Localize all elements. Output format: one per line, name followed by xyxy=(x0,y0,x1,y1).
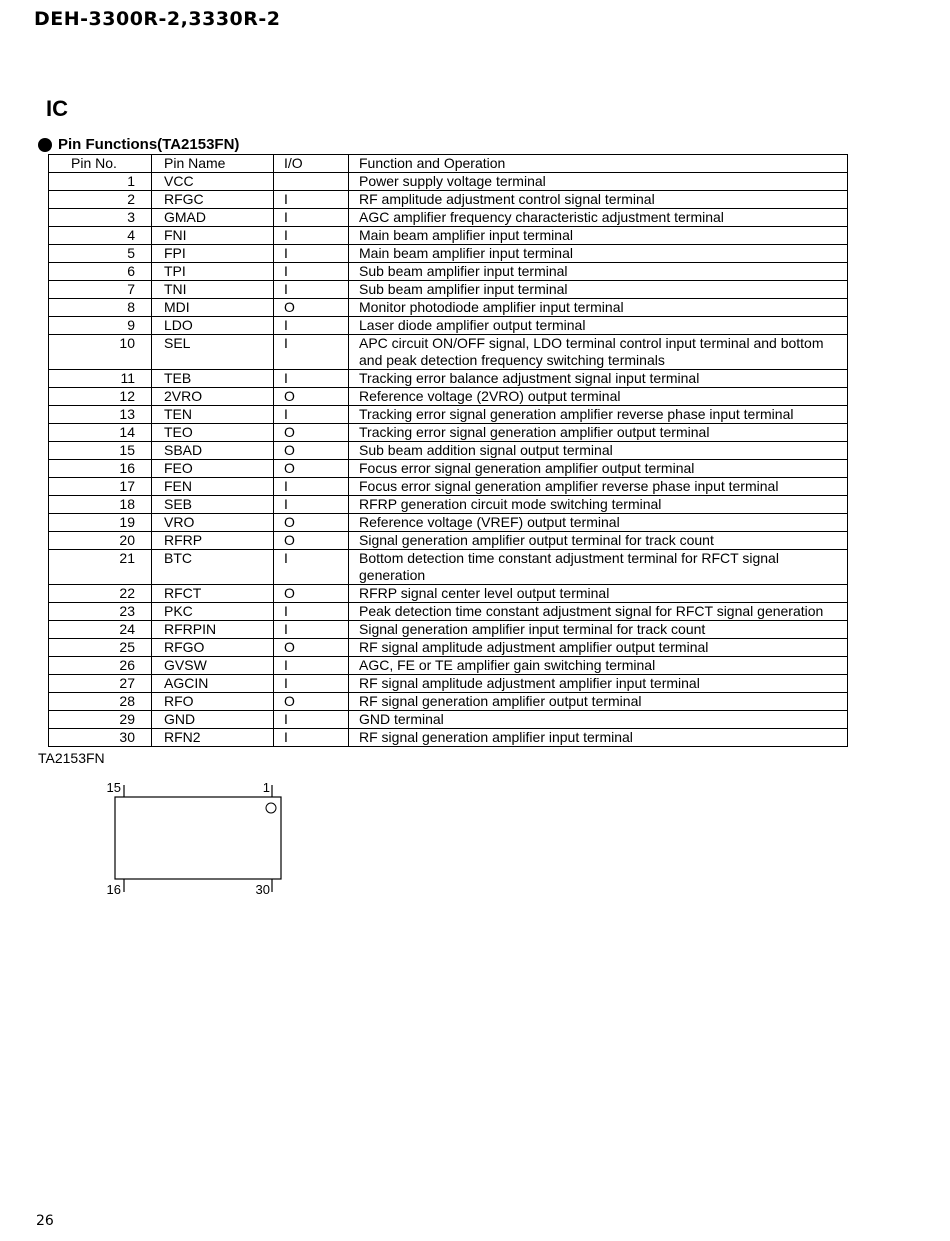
model-number: DEH-3300R-2,3330R-2 xyxy=(34,8,281,30)
io-cell: I xyxy=(274,209,349,227)
function-cell: APC circuit ON/OFF signal, LDO terminal control input terminal and bottom and peak detection frequency switching terminals xyxy=(349,335,848,370)
table-row xyxy=(49,370,848,388)
function-cell: RF signal generation amplifier output terminal xyxy=(349,693,848,711)
table-row xyxy=(49,729,848,747)
pin-number-cell: 20 xyxy=(49,532,152,550)
io-cell: I xyxy=(274,317,349,335)
table-row xyxy=(49,191,848,209)
table-row xyxy=(49,514,848,532)
function-cell: Reference voltage (2VRO) output terminal xyxy=(349,388,848,406)
table-row xyxy=(49,603,848,621)
header-pin-name: Pin Name xyxy=(152,155,274,173)
pin-name-cell: TNI xyxy=(152,281,274,299)
table-row xyxy=(49,335,848,370)
table-row xyxy=(49,173,848,191)
pin-name-cell: RFGC xyxy=(152,191,274,209)
function-cell: Laser diode amplifier output terminal xyxy=(349,317,848,335)
pin-name-cell: GVSW xyxy=(152,657,274,675)
table-row xyxy=(49,317,848,335)
table-row xyxy=(49,281,848,299)
pin-name-cell: MDI xyxy=(152,299,274,317)
function-cell: RF amplitude adjustment control signal terminal xyxy=(349,191,848,209)
pin-16-label: 16 xyxy=(106,882,121,897)
function-cell: Monitor photodiode amplifier input terminal xyxy=(349,299,848,317)
pin-name-cell: GMAD xyxy=(152,209,274,227)
pin-name-cell: LDO xyxy=(152,317,274,335)
pin-number-cell: 16 xyxy=(49,460,152,478)
io-cell: I xyxy=(274,478,349,496)
pin-number-cell: 21 xyxy=(49,550,152,585)
pin-name-cell: FEN xyxy=(152,478,274,496)
io-cell: I xyxy=(274,711,349,729)
io-cell: I xyxy=(274,603,349,621)
pin-name-cell: GND xyxy=(152,711,274,729)
function-cell: RF signal generation amplifier input terminal xyxy=(349,729,848,747)
io-cell: I xyxy=(274,245,349,263)
table-row xyxy=(49,585,848,603)
function-cell: Bottom detection time constant adjustment terminal for RFCT signal generation xyxy=(349,550,848,585)
pin-name-cell: PKC xyxy=(152,603,274,621)
pin-name-cell: TEO xyxy=(152,424,274,442)
io-cell: O xyxy=(274,639,349,657)
pin-number-cell: 9 xyxy=(49,317,152,335)
pin-name-cell: RFN2 xyxy=(152,729,274,747)
pin-number-cell: 28 xyxy=(49,693,152,711)
pin-number-cell: 13 xyxy=(49,406,152,424)
io-cell: I xyxy=(274,675,349,693)
pin-number-cell: 25 xyxy=(49,639,152,657)
pin-number-cell: 23 xyxy=(49,603,152,621)
pin-number-cell: 12 xyxy=(49,388,152,406)
table-row xyxy=(49,621,848,639)
pin-number-cell: 4 xyxy=(49,227,152,245)
function-cell: RF signal amplitude adjustment amplifier output terminal xyxy=(349,639,848,657)
io-cell: O xyxy=(274,585,349,603)
pin-functions-heading xyxy=(38,136,239,153)
function-cell: Signal generation amplifier output terminal for track count xyxy=(349,532,848,550)
pin-number-cell: 5 xyxy=(49,245,152,263)
pin-number-cell: 8 xyxy=(49,299,152,317)
pin-number-cell: 22 xyxy=(49,585,152,603)
pin-number-cell: 3 xyxy=(49,209,152,227)
function-cell: GND terminal xyxy=(349,711,848,729)
table-row xyxy=(49,245,848,263)
pin-30-label: 30 xyxy=(255,882,270,897)
function-cell: Sub beam addition signal output terminal xyxy=(349,442,848,460)
pin-number-cell: 18 xyxy=(49,496,152,514)
io-cell: I xyxy=(274,263,349,281)
pin-number-cell: 14 xyxy=(49,424,152,442)
pin-name-cell: TPI xyxy=(152,263,274,281)
function-cell: Main beam amplifier input terminal xyxy=(349,245,848,263)
section-title: IC xyxy=(46,96,68,121)
header-pin-no: Pin No. xyxy=(49,155,152,173)
io-cell: O xyxy=(274,424,349,442)
io-cell: O xyxy=(274,442,349,460)
pin-name-cell: TEB xyxy=(152,370,274,388)
pin-name-cell: SBAD xyxy=(152,442,274,460)
table-row xyxy=(49,406,848,424)
function-cell: Reference voltage (VREF) output terminal xyxy=(349,514,848,532)
table-row xyxy=(49,478,848,496)
function-cell: Sub beam amplifier input terminal xyxy=(349,281,848,299)
function-cell: Tracking error signal generation amplifier output terminal xyxy=(349,424,848,442)
pin-15-label: 15 xyxy=(106,780,121,795)
pin-number-cell: 1 xyxy=(49,173,152,191)
header-io: I/O xyxy=(274,155,349,173)
pin-number-cell: 26 xyxy=(49,657,152,675)
function-cell: AGC amplifier frequency characteristic adjustment terminal xyxy=(349,209,848,227)
table-row xyxy=(49,263,848,281)
pin-number-cell: 7 xyxy=(49,281,152,299)
io-cell: I xyxy=(274,227,349,245)
io-cell: O xyxy=(274,514,349,532)
io-cell: I xyxy=(274,335,349,370)
function-cell: Main beam amplifier input terminal xyxy=(349,227,848,245)
table-row xyxy=(49,639,848,657)
pin-name-cell: RFCT xyxy=(152,585,274,603)
table-body xyxy=(49,173,848,747)
io-cell: I xyxy=(274,370,349,388)
function-cell: Focus error signal generation amplifier reverse phase input terminal xyxy=(349,478,848,496)
pin-1-label: 1 xyxy=(262,780,270,795)
package-outline-diagram xyxy=(95,775,295,900)
table-row xyxy=(49,227,848,245)
table-row xyxy=(49,388,848,406)
function-cell: Focus error signal generation amplifier output terminal xyxy=(349,460,848,478)
bullet-icon xyxy=(38,138,52,152)
pin-name-cell: VRO xyxy=(152,514,274,532)
function-cell: Signal generation amplifier input terminal for track count xyxy=(349,621,848,639)
io-cell: I xyxy=(274,191,349,209)
table-row xyxy=(49,532,848,550)
table-row xyxy=(49,496,848,514)
package-label: TA2153FN xyxy=(38,750,105,766)
function-cell: RFRP signal center level output terminal xyxy=(349,585,848,603)
page-number: 26 xyxy=(36,1213,54,1229)
pin-functions-table xyxy=(48,154,848,747)
io-cell: I xyxy=(274,621,349,639)
pin-name-cell: FNI xyxy=(152,227,274,245)
table-row xyxy=(49,442,848,460)
function-cell: Peak detection time constant adjustment signal for RFCT signal generation xyxy=(349,603,848,621)
pin-number-cell: 27 xyxy=(49,675,152,693)
pin1-marker xyxy=(266,803,276,813)
io-cell: O xyxy=(274,460,349,478)
table-row xyxy=(49,693,848,711)
function-cell: Sub beam amplifier input terminal xyxy=(349,263,848,281)
io-cell: I xyxy=(274,657,349,675)
io-cell: O xyxy=(274,532,349,550)
table-row xyxy=(49,209,848,227)
pin-name-cell: RFRP xyxy=(152,532,274,550)
pin-name-cell: BTC xyxy=(152,550,274,585)
function-cell: Power supply voltage terminal xyxy=(349,173,848,191)
package-body xyxy=(115,797,281,879)
io-cell xyxy=(274,173,349,191)
table-row xyxy=(49,460,848,478)
pin-functions-heading-text: Pin Functions(TA2153FN) xyxy=(58,136,240,153)
pin-number-cell: 24 xyxy=(49,621,152,639)
pin-number-cell: 6 xyxy=(49,263,152,281)
pin-name-cell: RFGO xyxy=(152,639,274,657)
pin-number-cell: 19 xyxy=(49,514,152,532)
pin-name-cell: SEB xyxy=(152,496,274,514)
io-cell: I xyxy=(274,729,349,747)
pin-number-cell: 11 xyxy=(49,370,152,388)
function-cell: Tracking error signal generation amplifier reverse phase input terminal xyxy=(349,406,848,424)
table-row xyxy=(49,299,848,317)
io-cell: O xyxy=(274,299,349,317)
table-row xyxy=(49,424,848,442)
pin-name-cell: VCC xyxy=(152,173,274,191)
pin-name-cell: FEO xyxy=(152,460,274,478)
pin-name-cell: AGCIN xyxy=(152,675,274,693)
io-cell: O xyxy=(274,693,349,711)
pin-name-cell: TEN xyxy=(152,406,274,424)
pin-number-cell: 17 xyxy=(49,478,152,496)
table-row xyxy=(49,711,848,729)
io-cell: O xyxy=(274,388,349,406)
table-row xyxy=(49,657,848,675)
table-row xyxy=(49,550,848,585)
table-row xyxy=(49,675,848,693)
function-cell: AGC, FE or TE amplifier gain switching terminal xyxy=(349,657,848,675)
pin-name-cell: RFO xyxy=(152,693,274,711)
table-header-row xyxy=(49,155,848,173)
io-cell: I xyxy=(274,406,349,424)
pin-number-cell: 2 xyxy=(49,191,152,209)
pin-number-cell: 10 xyxy=(49,335,152,370)
pin-number-cell: 30 xyxy=(49,729,152,747)
pin-number-cell: 15 xyxy=(49,442,152,460)
pin-name-cell: FPI xyxy=(152,245,274,263)
function-cell: RF signal amplitude adjustment amplifier input terminal xyxy=(349,675,848,693)
pin-name-cell: SEL xyxy=(152,335,274,370)
pin-name-cell: RFRPIN xyxy=(152,621,274,639)
pin-name-cell: 2VRO xyxy=(152,388,274,406)
io-cell: I xyxy=(274,496,349,514)
header-function: Function and Operation xyxy=(349,155,848,173)
function-cell: RFRP generation circuit mode switching terminal xyxy=(349,496,848,514)
io-cell: I xyxy=(274,281,349,299)
pin-number-cell: 29 xyxy=(49,711,152,729)
function-cell: Tracking error balance adjustment signal input terminal xyxy=(349,370,848,388)
io-cell: I xyxy=(274,550,349,585)
